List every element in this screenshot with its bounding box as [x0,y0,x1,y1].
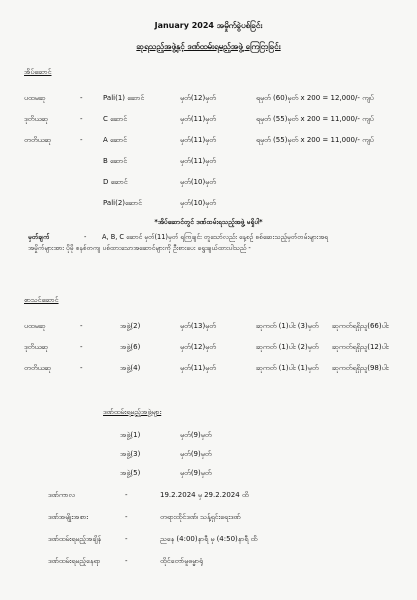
detail-value: ညနေ (4:00)နာရီ မှ (4:50)နာရီ ထိ [160,535,258,543]
dorm-name: C ဆောင် [103,115,128,123]
dash: - [80,364,83,372]
dash: - [80,343,83,351]
document-title: January 2024 အမှိုက်ခွဲပစ်ခြင်း [154,21,263,30]
group-name: အဖွဲ့(4) [120,364,141,372]
detail-value: ထိုင်တော်မူဓမ္မာရုံ [160,557,203,565]
dorm-score: မှတ်(10)မှတ် [180,178,216,186]
section-heading-penalized-groups: ဒဏ်ထမ်းရမည့်အဖွဲ့များ [103,408,162,416]
dorm-score: မှတ်(11)မှတ် [180,136,216,144]
dorm-score: မှတ်(12)မှတ် [180,94,216,102]
dorm-prize: ရမှတ် (60)မှတ် x 200 = 12,000/- ကျပ် [256,94,374,102]
dorm-name: A ဆောင် [103,136,128,144]
rank-label: ဒုတိယဆု [24,115,49,123]
section-heading-dormitory: အိပ်ဆောင် [24,68,52,76]
detail-value: 19.2.2024 မှ 29.2.2024 ထိ [160,491,249,499]
dorm-score: မှတ်(11)မှတ် [180,157,216,165]
group-penalty: ဆုကတ် (1)ပါး (2)မှတ် [256,343,319,351]
group-penalty: ဆုကတ် (1)ပါး (1)မှတ် [256,364,319,372]
dash: - [80,322,83,330]
dash: - [125,557,128,565]
detail-label: ဒဏ်ထမ်းရမည့်နေရာ [48,557,101,565]
dorm-name: B ဆောင် [103,157,128,165]
group-name: အဖွဲ့(1) [120,431,141,439]
group-members: ဆုကတ်ရရှိသူ(98)ပါး [332,364,389,372]
dorm-name: Pali(1) ဆောင် [103,94,145,102]
dash: - [80,115,83,123]
dorm-score: မှတ်(10)မှတ် [180,199,216,207]
rank-label: ပထမဆု [24,94,46,102]
remark-label: မှတ်ချက် [28,233,50,241]
group-penalty: ဆုကတ် (1)ပါး (3)မှတ် [256,322,319,330]
group-members: ဆုကတ်ရရှိသူ(66)ပါး [332,322,389,330]
detail-value: တရားထိုင်ဒဏ်၊ သန့်ရှင်းရေးဒဏ် [160,513,241,521]
remark-text-line2: အမှိုက်များအား ပိုမို စနစ်တကျ ပစ်ထားသောအဆောင်များကို ဦးစားပေး ရွေးချယ်ထားပါသည် - [28,244,251,252]
dash: - [80,136,83,144]
dorm-name: Pali(2)ဆောင် [103,199,143,207]
rank-label: ပထမဆု [24,322,46,330]
section-heading-classroom: စာသင်ဆောင် [24,296,59,304]
group-score: မှတ်(11)မှတ် [180,364,216,372]
remark-text-line1: A, B, C ဆောင် မှတ်(11)မှတ် ရကြချင်း တူသော်လည်း နေ့စဉ် စစ်ဆေးသည့်မှတ်တမ်းများအရ [102,233,329,241]
group-score: မှတ်(9)မှတ် [180,431,212,439]
dorm-score: မှတ်(11)မှတ် [180,115,216,123]
remark-dash: - [84,233,87,241]
dash: - [125,491,128,499]
group-name: အဖွဲ့(2) [120,322,141,330]
rank-label: တတိယဆု [24,136,52,144]
dash: - [80,94,83,102]
rank-label: တတိယဆု [24,364,52,372]
detail-label: ဒဏ်အမျိုးအစား [48,513,89,521]
group-name: အဖွဲ့(5) [120,469,141,477]
dorm-prize: ရမှတ် (55)မှတ် x 200 = 11,000/- ကျပ် [256,115,374,123]
group-score: မှတ်(12)မှတ် [180,343,216,351]
dorm-prize: ရမှတ် (55)မှတ် x 200 = 11,000/- ကျပ် [256,136,374,144]
detail-label: ဒဏ်ကာလ [48,491,75,499]
document-subtitle: ဆုရသည့်အဖွဲ့နှင့် ဒဏ်ထမ်းရမည့်အဖွဲ့ ကြေငြာခြင်း [136,42,281,51]
group-score: မှတ်(13)မှတ် [180,322,216,330]
dash: - [125,513,128,521]
group-score: မှတ်(9)မှတ် [180,469,212,477]
group-name: အဖွဲ့(3) [120,450,141,458]
group-members: ဆုကတ်ရရှိသူ(12)ပါး [332,343,389,351]
dorm-name: D ဆောင် [103,178,128,186]
remark-block [28,232,390,254]
group-name: အဖွဲ့(6) [120,343,141,351]
dash: - [125,535,128,543]
group-score: မှတ်(9)မှတ် [180,450,212,458]
detail-label: ဒဏ်ထမ်းရမည့်အချိန် [48,535,102,543]
dormitory-center-note: *အိပ်ဆောင်တွင် ဒဏ်ထမ်းရသည့်အဖွဲ့ မရှိပါ* [154,218,263,226]
rank-label: ဒုတိယဆု [24,343,49,351]
